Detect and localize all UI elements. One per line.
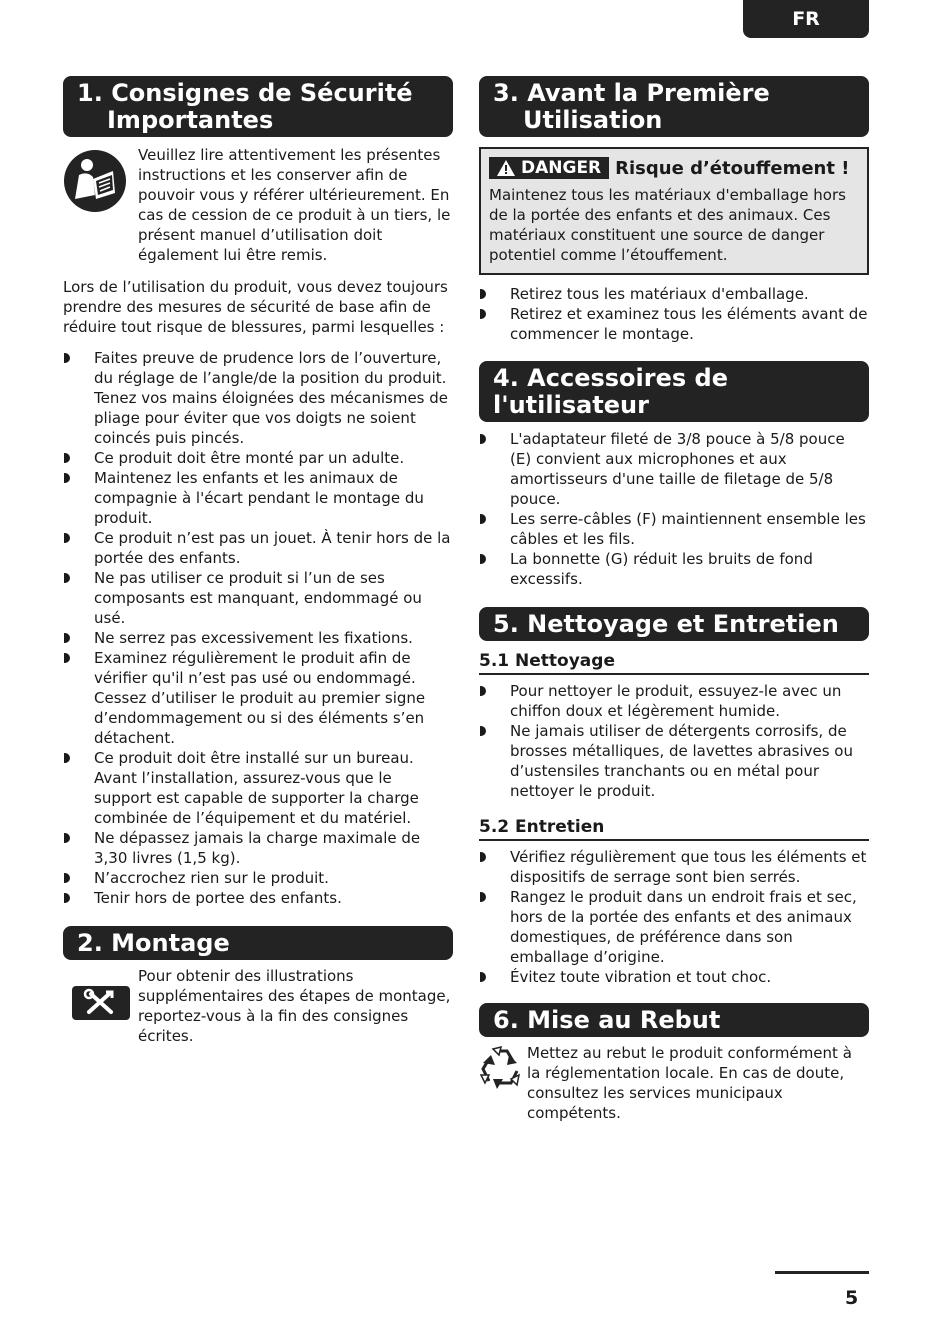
list-item: Évitez toute vibration et tout choc.	[479, 967, 869, 987]
bullet-icon	[480, 514, 486, 524]
section1-bullet-list	[63, 348, 453, 908]
bullet-icon	[64, 573, 70, 583]
section5-1-heading: 5.1 Nettoyage	[479, 651, 869, 675]
bullet-icon	[64, 353, 70, 363]
list-item: Ne pas utiliser ce produit si l’un de ses composants est manquant, endommagé ou usé.	[63, 568, 453, 628]
danger-text: Maintenez tous les matériaux d'emballage hors de la portée des enfants et des animaux. Ces matériaux constituent une source de danger potentiel comme l’étouffement.	[489, 186, 846, 264]
bullet-icon	[480, 852, 486, 862]
section1-lead: Lors de l’utilisation du produit, vous devez toujours prendre des mesures de sécurité de base afin de réduire tout risque de blessures, parmi lesquelles :	[63, 278, 448, 336]
section5-2-bullet-list	[479, 847, 869, 987]
list-item: La bonnette (G) réduit les bruits de fond excessifs.	[479, 549, 869, 589]
recycle-icon	[479, 1045, 523, 1091]
section1-title: Consignes de Sécurité Importantes	[107, 79, 413, 134]
bullet-icon	[480, 726, 486, 736]
bullet-icon	[64, 453, 70, 463]
list-item: Retirez et examinez tous les éléments avant de commencer le montage.	[479, 304, 869, 344]
list-item: Retirez tous les matériaux d'emballage.	[479, 284, 869, 304]
list-item: Ce produit doit être monté par un adulte.	[63, 448, 453, 468]
list-item: Ce produit doit être installé sur un bureau. Avant l’installation, assurez-vous que le support est capable de supporter la charge combinée de l’équipement et du matériel.	[63, 748, 453, 828]
section6-text: Mettez au rebut le produit conformément à la réglementation locale. En cas de doute, consultez les services municipaux compétents.	[527, 1044, 852, 1122]
bullet-icon	[64, 533, 70, 543]
section3-title: Avant la Première Utilisation	[523, 79, 770, 134]
section5-2-heading: 5.2 Entretien	[479, 817, 869, 841]
section2-heading: 2. Montage	[63, 926, 453, 960]
bullet-icon	[480, 972, 486, 982]
list-item: Ce produit n’est pas un jouet. À tenir hors de la portée des enfants.	[63, 528, 453, 568]
danger-title: Risque d’étouffement !	[615, 157, 850, 179]
section1-intro-block	[63, 145, 453, 265]
section3-number: 3.	[493, 79, 519, 107]
section5-heading: 5. Nettoyage et Entretien	[479, 607, 869, 641]
section1-heading	[63, 76, 453, 137]
bullet-icon	[480, 686, 486, 696]
bullet-icon	[64, 633, 70, 643]
section1-number: 1.	[77, 79, 103, 107]
danger-warning-box	[479, 147, 869, 275]
list-item: Pour nettoyer le produit, essuyez-le avec un chiffon doux et légèrement humide.	[479, 681, 869, 721]
bullet-icon	[480, 289, 486, 299]
page-number: 5	[845, 1287, 859, 1309]
section5-1-bullet-list	[479, 681, 869, 801]
bullet-icon	[480, 309, 486, 319]
list-item: L'adaptateur fileté de 3/8 pouce à 5/8 pouce (E) convient aux microphones et aux amortisseurs d'une taille de filetage de 5/8 pouce.	[479, 429, 869, 509]
bullet-icon	[64, 473, 70, 483]
bullet-icon	[64, 753, 70, 763]
bullet-icon	[480, 892, 486, 902]
section3-bullet-list	[479, 284, 869, 344]
language-tab: FR	[743, 0, 869, 38]
list-item: Rangez le produit dans un endroit frais et sec, hors de la portée des enfants et des animaux domestiques, de préférence dans son emballage d’origine.	[479, 887, 869, 967]
section2-block	[63, 966, 453, 1046]
bullet-icon	[480, 554, 486, 564]
left-column	[63, 76, 453, 1046]
section4-heading: 4. Accessoires de l'utilisateur	[479, 361, 869, 422]
section6-heading: 6. Mise au Rebut	[479, 1003, 869, 1037]
danger-header	[489, 157, 859, 179]
tools-icon	[72, 986, 130, 1020]
footer-divider	[775, 1271, 869, 1274]
section3-heading	[479, 76, 869, 137]
list-item: Vérifiez régulièrement que tous les éléments et dispositifs de serrage sont bien serrés.	[479, 847, 869, 887]
list-item: Ne dépassez jamais la charge maximale de 3,30 livres (1,5 kg).	[63, 828, 453, 868]
bullet-icon	[480, 434, 486, 444]
list-item: Maintenez les enfants et les animaux de compagnie à l'écart pendant le montage du produit.	[63, 468, 453, 528]
section4-bullet-list	[479, 429, 869, 589]
section2-text: Pour obtenir des illustrations supplémentaires des étapes de montage, reportez-vous à la fin des consignes écrites.	[138, 967, 451, 1045]
read-manual-icon	[63, 149, 127, 213]
list-item: Les serre-câbles (F) maintiennent ensemble les câbles et les fils.	[479, 509, 869, 549]
list-item: Tenir hors de portee des enfants.	[63, 888, 453, 908]
list-item: Ne serrez pas excessivement les fixations.	[63, 628, 453, 648]
list-item: N’accrochez rien sur le produit.	[63, 868, 453, 888]
bullet-icon	[64, 893, 70, 903]
bullet-icon	[64, 873, 70, 883]
list-item: Examinez régulièrement le produit afin de vérifier qu'il n’est pas usé ou endommagé. Cessez d’utiliser le produit au premier signe d’endommagement ou si des éléments s’en détachent.	[63, 648, 453, 748]
danger-label: DANGER	[489, 157, 609, 179]
section1-intro: Veuillez lire attentivement les présentes instructions et les conserver afin de pouvoir vous y référer ultérieurement. En cas de cession de ce produit à un tiers, le présent manuel d’utilisation doit également lui être remis.	[138, 146, 451, 264]
warning-triangle-icon	[497, 160, 515, 176]
section6-block	[479, 1043, 869, 1123]
bullet-icon	[64, 833, 70, 843]
list-item: Ne jamais utiliser de détergents corrosifs, de brosses métalliques, de lavettes abrasives ou d’ustensiles tranchants ou en métal pour nettoyer le produit.	[479, 721, 869, 801]
list-item: Faites preuve de prudence lors de l’ouverture, du réglage de l’angle/de la position du produit. Tenez vos mains éloignées des mécanismes de pliage pour éviter que vos doigts ne soient coincés puis pincés.	[63, 348, 453, 448]
bullet-icon	[64, 653, 70, 663]
right-column	[479, 76, 869, 1123]
